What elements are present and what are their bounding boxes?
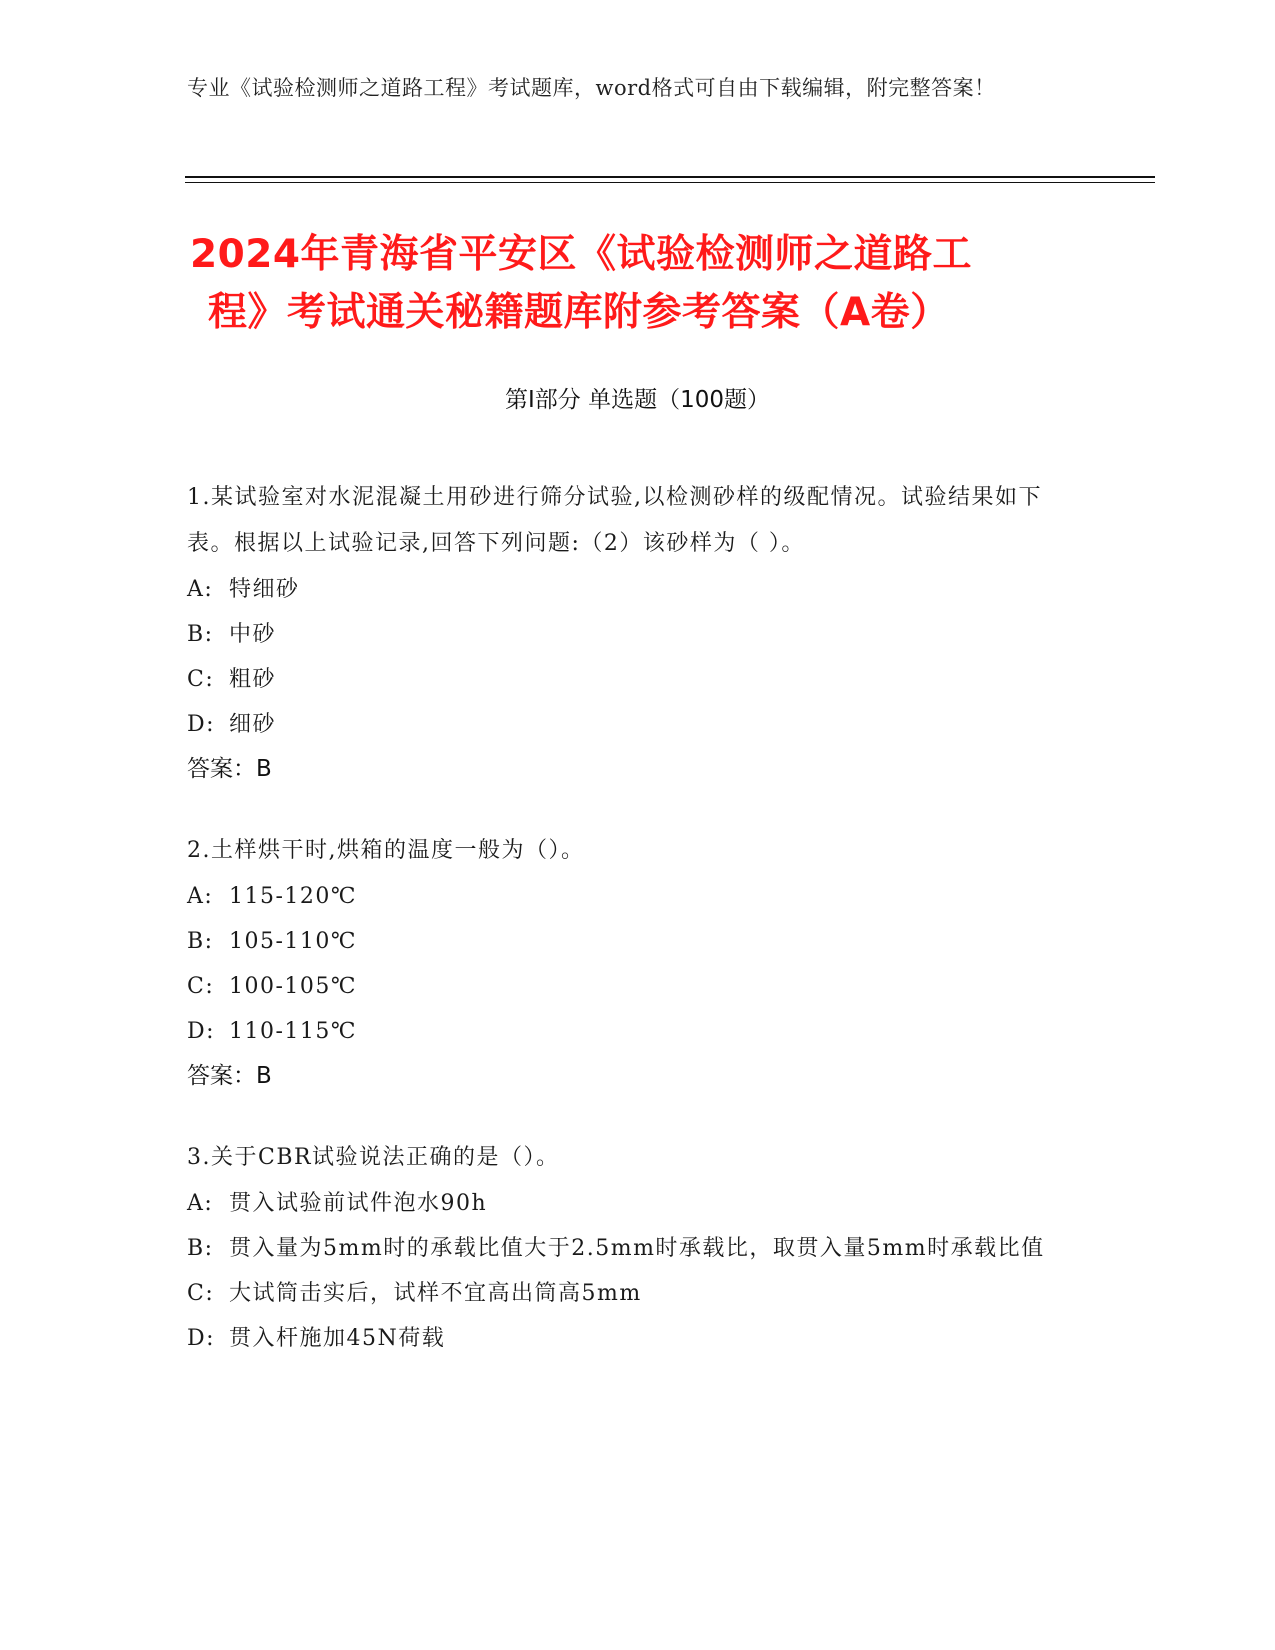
option-text: 细砂 [229, 712, 277, 737]
document-title-line2: 程》考试通关秘籍题库附参考答案（A卷） [208, 290, 950, 335]
question-1 [187, 475, 1087, 792]
option-text: 贯入杆施加45N荷载 [229, 1326, 446, 1351]
question-2 [187, 828, 1087, 1099]
section-title: 第Ⅰ部分 单选题（100题） [505, 387, 770, 413]
option-key: A: [187, 577, 214, 602]
option-c [187, 964, 1087, 1009]
question-3 [187, 1135, 1087, 1361]
option-key: B: [187, 929, 214, 954]
answer-line: 答案：B [187, 756, 272, 782]
option-text: 115-120℃ [229, 884, 358, 909]
option-c [187, 657, 1087, 702]
option-c [187, 1271, 1087, 1316]
option-a [187, 567, 1087, 612]
option-text: 100-105℃ [229, 974, 358, 999]
option-b [187, 612, 1087, 657]
document-title [190, 226, 1090, 342]
document-title-line1: 2024年青海省平安区《试验检测师之道路工 [190, 232, 973, 277]
option-key: D: [187, 1019, 216, 1044]
answer-line: 答案：B [187, 1063, 272, 1089]
header-note: 专业《试验检测师之道路工程》考试题库，word格式可自由下载编辑，附完整答案！ [187, 76, 996, 100]
option-b [187, 1226, 1087, 1271]
option-key: B: [187, 1236, 214, 1261]
option-d [187, 702, 1087, 747]
option-text: 大试筒击实后，试样不宜高出筒高5mm [229, 1281, 642, 1306]
option-key: D: [187, 1326, 216, 1351]
option-text: 贯入量为5mm时的承载比值大于2.5mm时承载比，取贯入量5mm时承载比值 [229, 1236, 1045, 1261]
question-stem: 2.土样烘干时,烘箱的温度一般为（）。 [187, 838, 585, 863]
option-key: C: [187, 667, 215, 692]
option-b [187, 919, 1087, 964]
option-text: 110-115℃ [229, 1019, 358, 1044]
option-text: 中砂 [229, 622, 277, 647]
option-key: B: [187, 622, 214, 647]
option-text: 105-110℃ [229, 929, 358, 954]
header-rule-thick [185, 176, 1155, 178]
question-stem: 1.某试验室对水泥混凝土用砂进行筛分试验,以检测砂样的级配情况。试验结果如下表。根据以上试验记录,回答下列问题:（2）该砂样为（ ）。 [187, 485, 1042, 556]
option-a [187, 1181, 1087, 1226]
question-stem: 3.关于CBR试验说法正确的是（）。 [187, 1145, 560, 1170]
header-rule-thin [185, 182, 1155, 183]
option-key: C: [187, 1281, 215, 1306]
option-text: 粗砂 [229, 667, 277, 692]
option-d [187, 1009, 1087, 1054]
option-a [187, 874, 1087, 919]
option-key: A: [187, 884, 214, 909]
option-key: A: [187, 1191, 214, 1216]
option-key: D: [187, 712, 216, 737]
option-d [187, 1316, 1087, 1361]
question-list [187, 475, 1087, 1397]
option-text: 贯入试验前试件泡水90h [229, 1191, 488, 1216]
option-text: 特细砂 [229, 577, 300, 602]
option-key: C: [187, 974, 215, 999]
